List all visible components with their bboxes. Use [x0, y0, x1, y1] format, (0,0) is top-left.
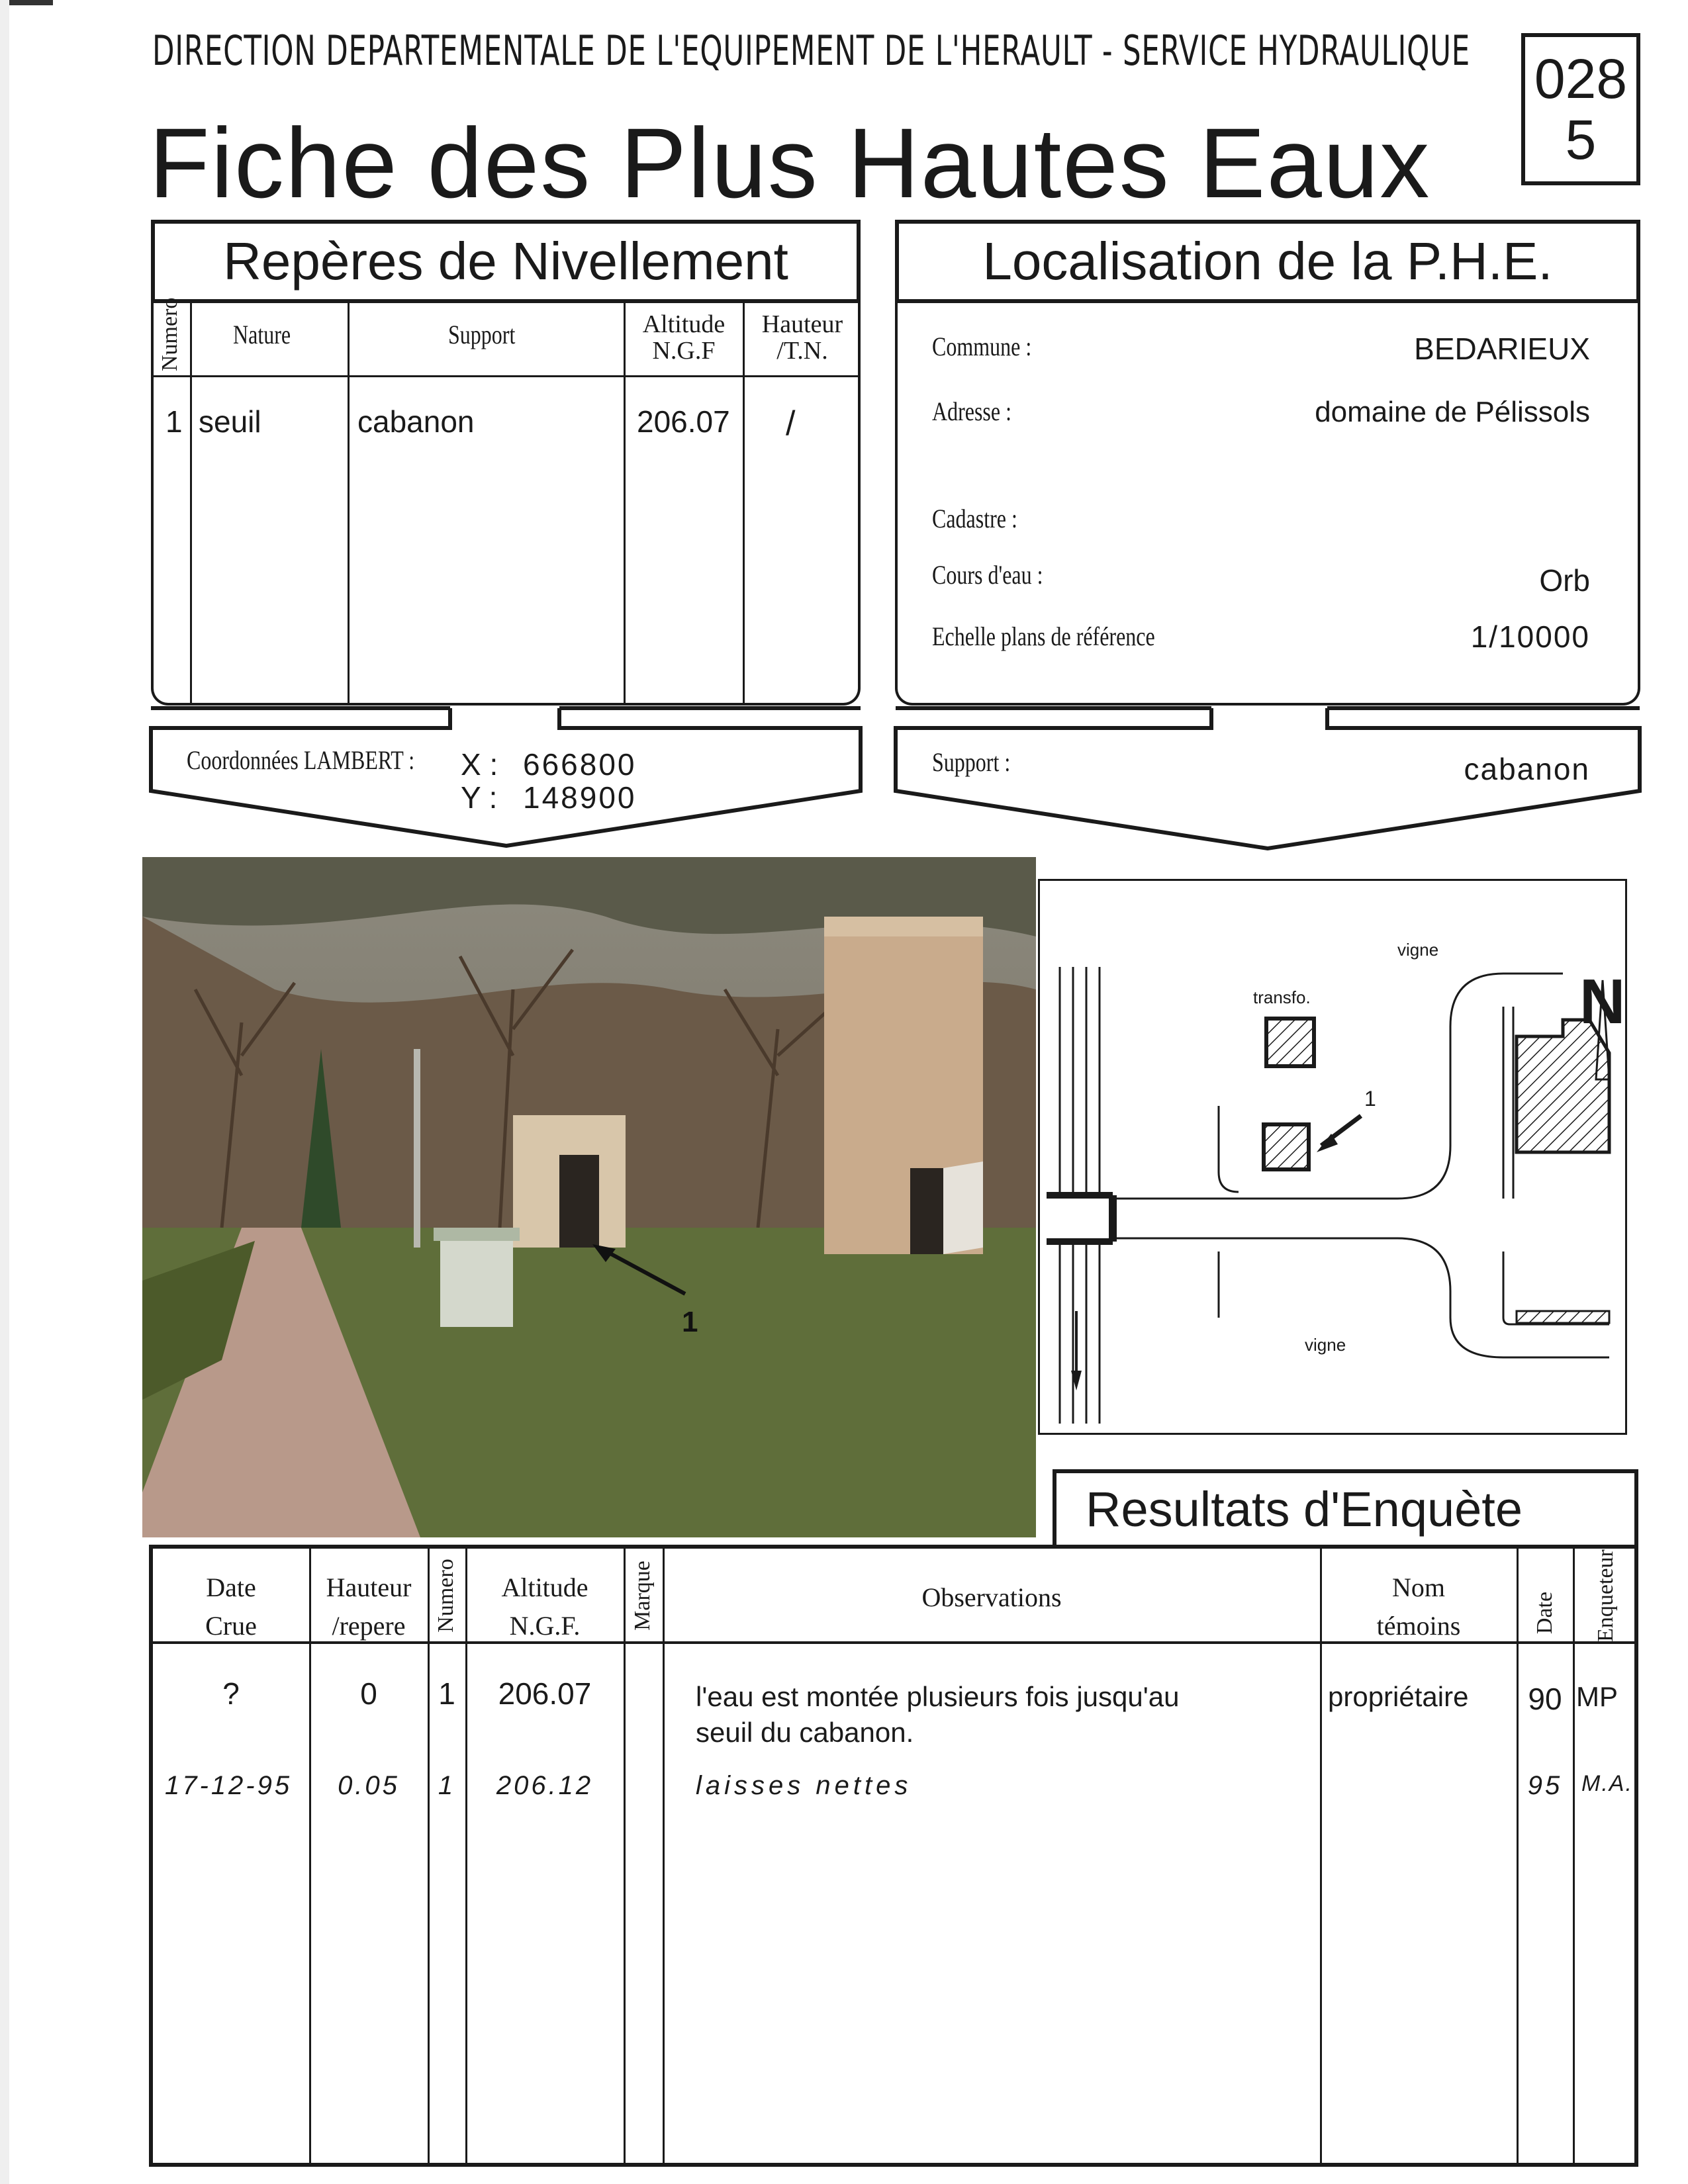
- reference-box: [1521, 33, 1640, 185]
- echelle-value: 1/10000: [1470, 619, 1590, 654]
- col-hauteur-repere: Hauteur /repere: [326, 1572, 412, 1641]
- row2-numero: 1: [438, 1771, 456, 1800]
- row-support: cabanon: [357, 404, 475, 439]
- col-support: Support: [448, 320, 516, 349]
- reperes-title: Repères de Nivellement: [151, 220, 861, 303]
- site-plan-drawing: [1040, 881, 1625, 1433]
- reperes-table: [151, 299, 861, 705]
- lambert-frame: [146, 702, 867, 854]
- col-date-enquete: Date: [1532, 1591, 1557, 1635]
- photo-marker: 1: [682, 1306, 698, 1338]
- row-altitude: 206.07: [637, 404, 730, 439]
- row2-observation: laisses nettes: [696, 1771, 912, 1800]
- col-nature: Nature: [233, 320, 291, 349]
- row1-observation-line2: seuil du cabanon.: [696, 1717, 914, 1748]
- localisation-title: Localisation de la P.H.E.: [895, 220, 1640, 303]
- reference-index: 5: [1565, 109, 1597, 171]
- plan-transfo: transfo.: [1253, 987, 1311, 1007]
- lambert-y-label: Y :: [461, 780, 498, 815]
- lambert-x-label: X :: [461, 747, 498, 782]
- enquete-title: Resultats d'Enquète: [1086, 1482, 1523, 1537]
- support-label: Support :: [932, 747, 1011, 777]
- lambert-x-value: 666800: [523, 747, 637, 782]
- col-marque: Marque: [630, 1561, 655, 1631]
- north-arrow-icon: N: [1579, 966, 1625, 1037]
- col-numero: Numero: [434, 1559, 458, 1633]
- cadastre-label: Cadastre :: [932, 504, 1017, 533]
- echelle-label: Echelle plans de référence: [932, 621, 1155, 651]
- cours-eau-label: Cours d'eau :: [932, 560, 1043, 590]
- col-numero: Numero: [158, 297, 182, 371]
- col-date-crue: Date Crue: [205, 1572, 257, 1641]
- row2-date: 17-12-95: [165, 1771, 293, 1800]
- col-nom-temoins: Nom témoins: [1376, 1572, 1461, 1641]
- row2-hauteur: 0.05: [338, 1771, 400, 1800]
- row-nature: seuil: [199, 404, 261, 439]
- site-plan: [1038, 879, 1627, 1435]
- row1-date: ?: [222, 1676, 240, 1711]
- plan-label-top: vigne: [1397, 940, 1439, 960]
- adresse-label: Adresse :: [932, 396, 1011, 426]
- support-value: cabanon: [1464, 752, 1590, 786]
- col-altitude: Altitude N.G.F.: [501, 1572, 588, 1641]
- row1-numero: 1: [438, 1676, 455, 1711]
- row1-observation-line1: l'eau est montée plusieurs fois jusqu'au: [696, 1681, 1180, 1712]
- row1-altitude: 206.07: [498, 1676, 592, 1711]
- reference-number: 028: [1534, 48, 1628, 110]
- row-hauteur: /: [786, 404, 796, 443]
- row2-date-enquete: 95: [1527, 1771, 1563, 1800]
- agency-header: DIRECTION DEPARTEMENTALE DE L'EQUIPEMENT DE L'HERAULT - SERVICE HYDRAULIQUE: [152, 26, 1471, 75]
- cours-eau-value: Orb: [1539, 563, 1590, 598]
- lambert-label: Coordonnées LAMBERT :: [187, 745, 415, 775]
- row1-enqueteur: MP: [1576, 1681, 1618, 1712]
- col-hauteur: Hauteur /T.N.: [761, 310, 843, 365]
- plan-marker: 1: [1364, 1087, 1376, 1111]
- enquete-table: [149, 1545, 1638, 2167]
- row2-altitude: 206.12: [496, 1771, 594, 1800]
- plan-label-bottom: vigne: [1305, 1335, 1346, 1355]
- lambert-y-value: 148900: [523, 780, 637, 815]
- col-enqueteur: Enqueteur: [1593, 1549, 1618, 1642]
- row-numero: 1: [165, 404, 183, 439]
- row1-nom: propriétaire: [1328, 1681, 1469, 1712]
- adresse-value: domaine de Pélissols: [1315, 396, 1590, 428]
- site-photo: [142, 857, 1036, 1537]
- page-title: Fiche des Plus Hautes Eaux: [149, 107, 1431, 218]
- col-observations: Observations: [921, 1582, 1062, 1612]
- row1-date-enquete: 90: [1528, 1682, 1562, 1716]
- col-altitude: Altitude N.G.F: [642, 310, 726, 365]
- row2-enqueteur: M.A.: [1581, 1771, 1633, 1796]
- page-left-edge: [0, 0, 9, 2184]
- row1-hauteur: 0: [360, 1676, 377, 1711]
- commune-value: BEDARIEUX: [1414, 332, 1590, 366]
- commune-label: Commune :: [932, 332, 1032, 361]
